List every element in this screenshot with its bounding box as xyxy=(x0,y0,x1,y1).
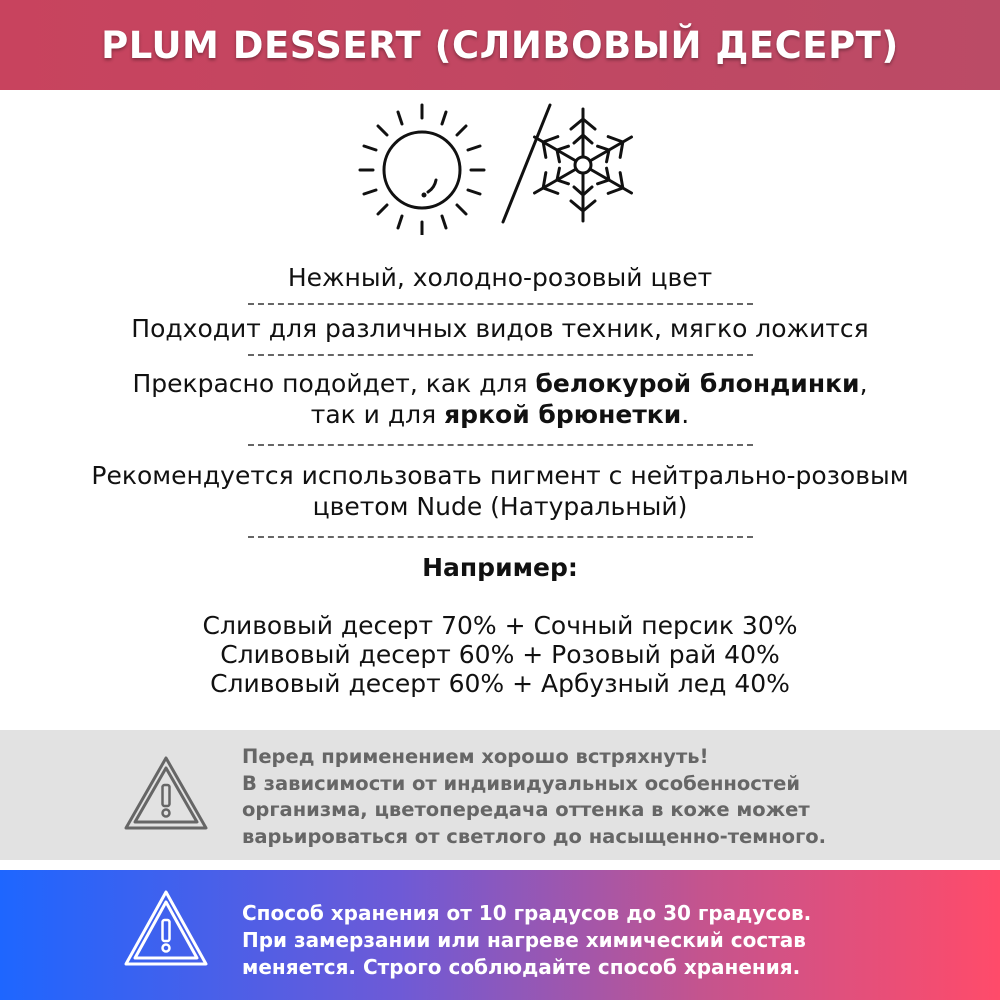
examples-list xyxy=(0,611,1000,698)
feature-suitability xyxy=(0,368,1000,399)
warning-triangle-icon xyxy=(120,886,212,972)
storage-line: меняется. Строго соблюдайте способ хранения. xyxy=(242,955,801,979)
dashed-divider xyxy=(248,303,753,305)
warning-line: Перед применением хорошо встряхнуть! xyxy=(242,745,709,768)
warning-panel xyxy=(0,730,1000,860)
text-span: так и для xyxy=(310,400,445,429)
sun-slash-snowflake-graphic xyxy=(350,100,650,235)
text-span: Прекрасно подойдет, как для xyxy=(132,369,536,398)
feature-recommendation: Рекомендуется использовать пигмент с нейтрально-розовым xyxy=(91,461,909,490)
example-item: Сливовый десерт 60% + Розовый рай 40% xyxy=(220,640,780,669)
feature-recommendation-2: цветом Nude (Натуральный) xyxy=(312,492,688,521)
warning-line: В зависимости от индивидуальных особенностей xyxy=(242,771,801,795)
storage-line: Способ хранения от 10 градусов до 30 градусов. xyxy=(242,901,812,925)
page-title: PLUM DESSERT (СЛИВОВЫЙ ДЕСЕРТ) xyxy=(101,23,899,67)
bold-highlight-blonde: белокурой блондинки xyxy=(535,369,860,398)
warning-line: организма, цветопередача оттенка в коже может xyxy=(242,798,810,821)
text-span: , xyxy=(859,369,868,398)
snowflake-icon xyxy=(529,109,638,221)
examples-title: Например: xyxy=(422,553,578,582)
dashed-divider xyxy=(248,444,753,446)
storage-line: При замерзании или нагреве химический состав xyxy=(242,928,806,952)
header-banner xyxy=(0,0,1000,90)
example-item: Сливовый десерт 60% + Арбузный лед 40% xyxy=(210,669,790,698)
features-section xyxy=(0,262,1000,698)
warning-triangle-icon xyxy=(120,752,212,834)
sun-icon xyxy=(360,105,484,235)
feature-color: Нежный, холодно-розовый цвет xyxy=(287,263,713,292)
slash-divider xyxy=(503,105,550,222)
dashed-divider xyxy=(248,536,753,538)
feature-technique: Подходит для различных видов техник, мягко ложится xyxy=(131,314,869,343)
example-item: Сливовый десерт 70% + Сочный персик 30% xyxy=(202,611,798,640)
warning-line: варьироваться от светлого до насыщенно-темного. xyxy=(242,824,827,848)
storage-panel xyxy=(0,870,1000,1000)
season-icons xyxy=(350,100,650,235)
dashed-divider xyxy=(248,354,753,356)
storage-text xyxy=(242,900,811,981)
feature-suitability-2 xyxy=(0,399,1000,430)
warning-text xyxy=(242,744,826,850)
bold-highlight-brunette: яркой брюнетки xyxy=(444,400,682,429)
text-span: . xyxy=(681,400,690,429)
